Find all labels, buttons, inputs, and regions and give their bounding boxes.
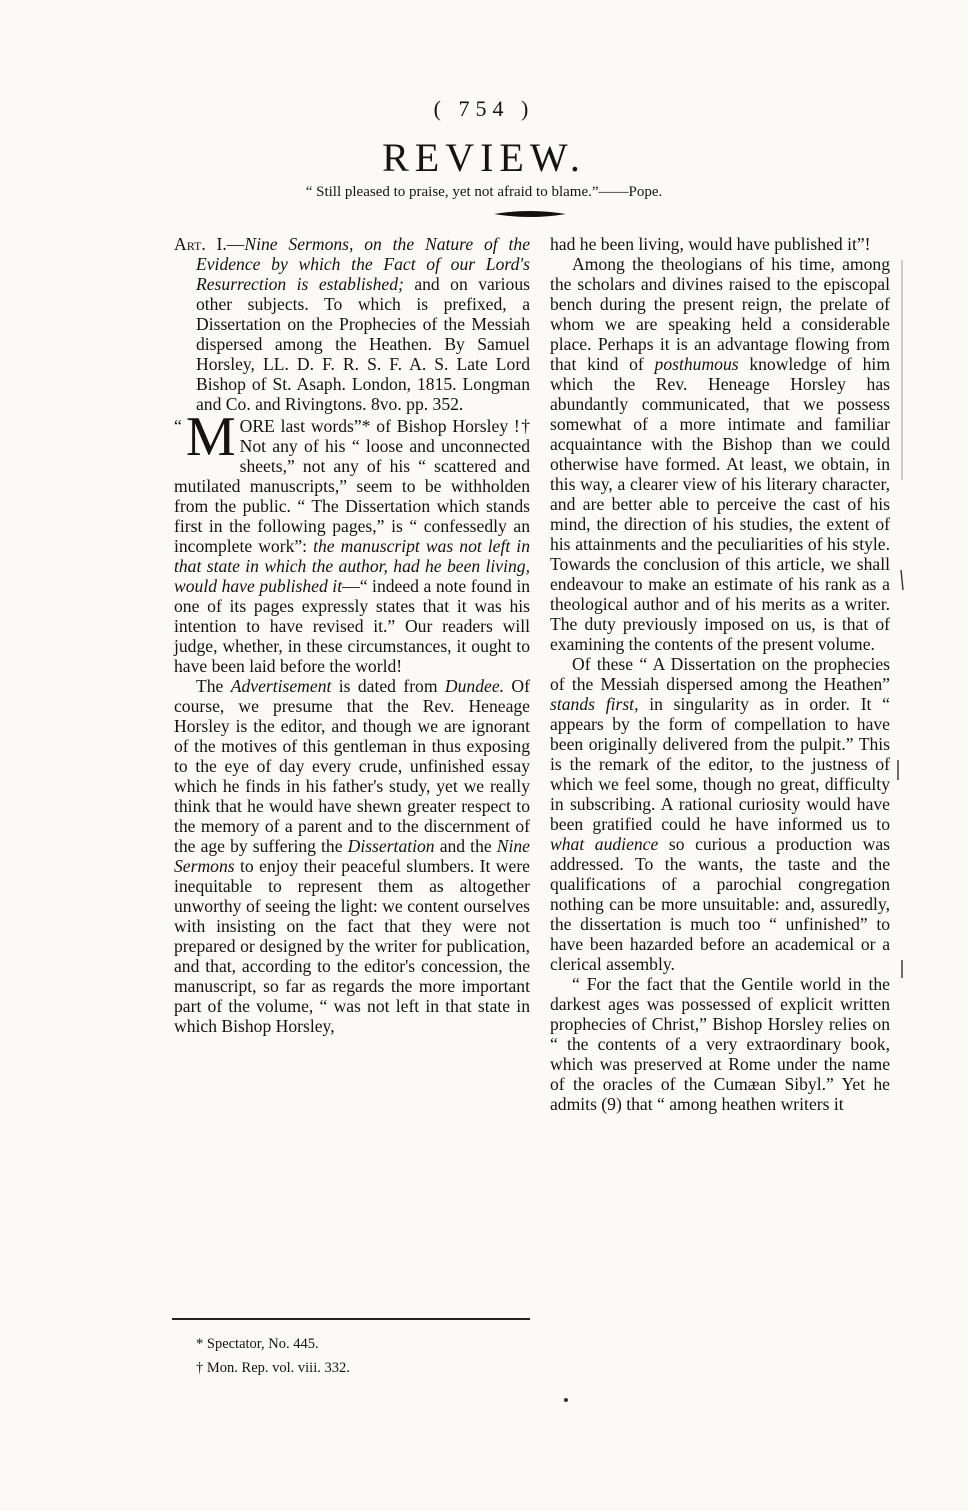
- paragraph-2-italic-4: Nine Sermons: [174, 836, 530, 876]
- footnote-2: † Mon. Rep. vol. viii. 332.: [196, 1360, 350, 1376]
- paragraph-2-text-c: Of course, we presume that the Rev. Heneage Horsley is the editor, and though we are ignorant of the motives of this gentleman in thus exposing to the eye of day every crude, unfinished essay which he finds in his father's study, yet we really think that he would have shewn greater respect to the memory of a parent and to the discernment of the age by suffering the: [174, 676, 530, 856]
- paragraph-1-italic: the manuscript was not left in that state in which the author, had he been living, would have published it: [174, 536, 530, 596]
- paragraph-4-text-a: Of these “ A Dissertation on the prophecies of the Messiah dispersed among the Heathen”: [550, 654, 890, 694]
- article-heading: [174, 234, 530, 414]
- paragraph-3: [550, 254, 890, 654]
- paragraph-1-text-a: ORE last words”* of Bishop Horsley !† Not any of his “ loose and unconnected sheets,” not any of his “ scattered and mutilated manuscripts,” seem to be withholden from the public. “ The Dissertation which stands first in the following pages,” is “ confessedly an incomplete work”:: [174, 416, 530, 556]
- paragraph-2-italic-1: Advertisement: [230, 676, 332, 696]
- article-label: Art. I.—: [174, 234, 245, 254]
- paragraph-2-italic-3: Dissertation: [347, 836, 435, 856]
- page-number: ( 754 ): [433, 96, 535, 121]
- bottom-mark: [560, 1394, 572, 1406]
- paragraph-1: [174, 406, 530, 676]
- ornament-rule: [494, 210, 566, 218]
- footnotes: [196, 1332, 526, 1380]
- paragraph-2-text-a: The: [196, 676, 231, 696]
- right-column: [550, 234, 890, 1114]
- paragraph-4-text-b: in singularity as in order. It “ appears by the form of compellation to have been originally delivered from the pulpit.” This is the remark of the editor, to the justness of which we feel some, though no great, difficulty in subscribing. A rational curiosity would have been gratified could he have informed us to: [550, 694, 890, 834]
- paragraph-2-text-e: to enjoy their peaceful slumbers. It were inequitable to represent them as altogether unworthy of seeing the light: we content ourselves with insisting on the fact that they were not prepared or designed by the writer for publication, and that, according to the editor's concession, the manuscript, so far as regards the more important part of the volume, “ was not left in that state in which Bishop Horsley,: [174, 856, 530, 1036]
- left-column: [174, 234, 530, 1036]
- page-title: REVIEW.: [382, 135, 586, 180]
- continuation-line: had he been living, would have published it”!: [550, 234, 871, 254]
- open-quote: “: [174, 416, 182, 436]
- paragraph-3-text-b: knowledge of him which the Rev. Heneage Horsley has abundantly communicated, that we possess somewhat of a more intimate and familiar acquaintance with the Bishop than we could otherwise have formed. At least, we obtain, in this way, a clearer view of his literary character, and are better able to perceive the cast of his mind, the direction of his studies, the extent of his attainments and the peculiarities of his style. Towards the conclusion of this article, we shall endeavour to make an estimate of his rank as a theological author and of his merits as a writer. The duty previously imposed on us, is that of examining the contents of the present volume.: [550, 354, 891, 654]
- footnote-rule: [172, 1318, 530, 1320]
- footnote-1: * Spectator, No. 445.: [196, 1336, 319, 1352]
- margin-marks: [890, 250, 920, 1010]
- paragraph-4-italic-2: what audience: [550, 834, 659, 854]
- paragraph-2-text-d: and the: [434, 836, 497, 856]
- article-title: Nine Sermons, on the Nature of the Evidence by which the Fact of our Lord's Resurrection is established;: [196, 234, 530, 294]
- paragraph-3-text-a: Among the theologians of his time, among the scholars and divines raised to the episcopal bench during the present reign, the prelate of whom we are speaking held a considerable place. Perhaps it is an advantage flowing from that kind of: [550, 254, 890, 374]
- paragraph-4: [550, 654, 890, 974]
- paragraph-1-text-b: —“ indeed a note found in one of its pages expressly states that it was his intention to have revised it.” Our readers will judge, whether, in these circumstances, it ought to have been laid before the world!: [174, 576, 530, 676]
- paragraph-2: [174, 676, 530, 1036]
- paragraph-4-italic-1: stands first,: [550, 694, 639, 714]
- article-details: and on various other subjects. To which is prefixed, a Dissertation on the Prophecies of the Messiah dispersed among the Heathen. By Samuel Horsley, LL. D. F. R. S. F. A. S. Late Lord Bishop of St. Asaph. London, 1815. Longman and Co. and Rivingtons. 8vo. pp. 352.: [196, 274, 530, 414]
- drop-cap: M: [185, 406, 236, 468]
- paragraph-2-text-b: is dated from: [331, 676, 445, 696]
- epigraph: “ Still pleased to praise, yet not afraid to blame.”——Pope.: [305, 184, 663, 200]
- paragraph-2-italic-2: Dundee.: [444, 676, 505, 696]
- paragraph-5: “ For the fact that the Gentile world in the darkest ages was possessed of explicit written prophecies of Christ,” Bishop Horsley relies on “ the contents of a very extraordinary book, which was preserved at Rome under the name of the oracles of the Cumæan Sibyl.” Yet he admits (9) that “ among heathen writers it: [550, 974, 890, 1114]
- paragraph-4-text-c: so curious a production was addressed. To the wants, the taste and the qualifications of a parochial congregation nothing can be more unsuitable: and, assuredly, the dissertation is much too “ unfinished” to have been hazarded before an academical or a clerical assembly.: [550, 834, 890, 974]
- paragraph-3-italic: posthumous: [654, 354, 739, 374]
